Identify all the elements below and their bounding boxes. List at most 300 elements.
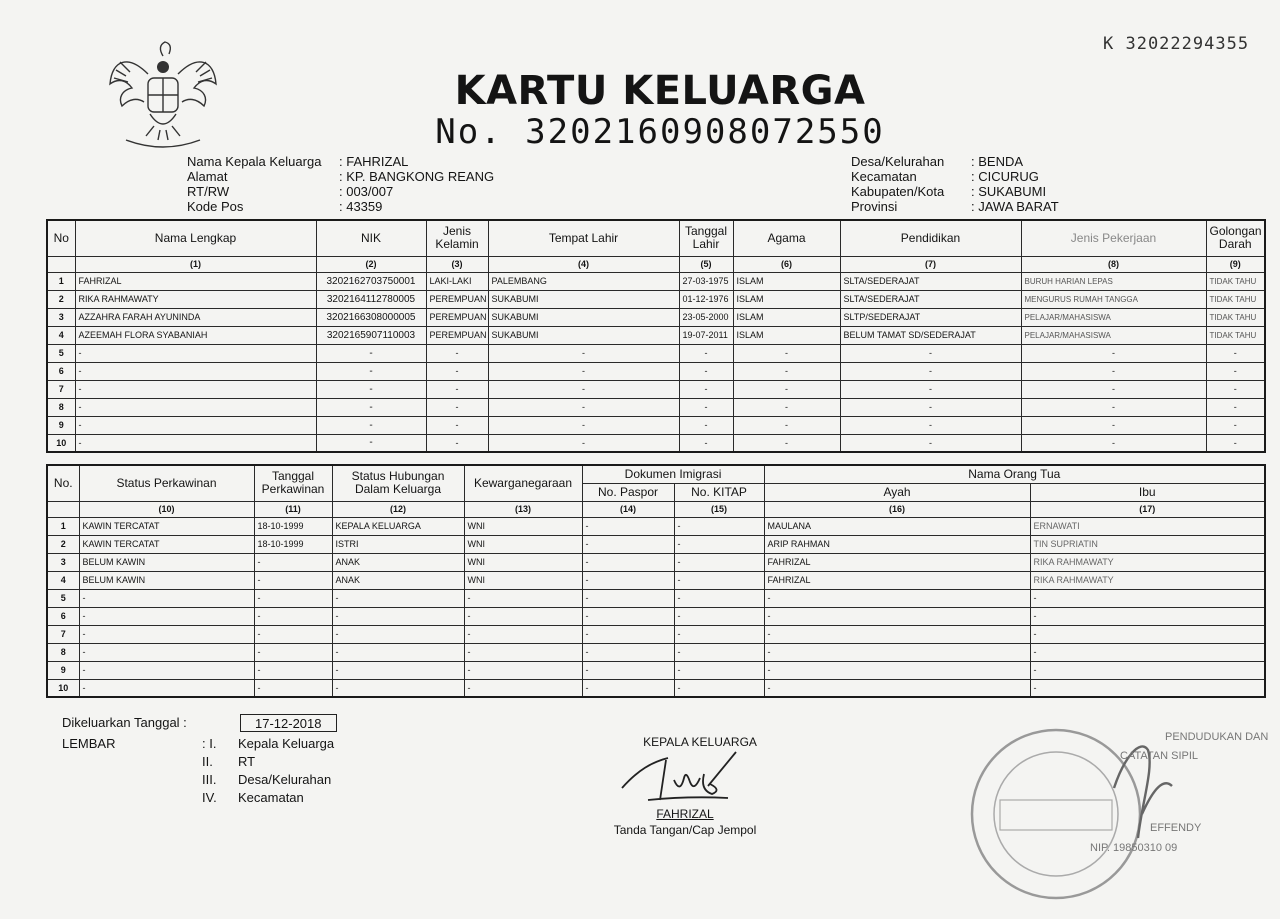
cell-tempat: - bbox=[488, 380, 679, 398]
row-number: 1 bbox=[47, 272, 75, 290]
cell-kwn: - bbox=[464, 643, 582, 661]
lembar-label: LEMBAR bbox=[62, 736, 116, 751]
cell-kwn: WNI bbox=[464, 535, 582, 553]
lembar-item bbox=[202, 735, 334, 753]
table-row bbox=[47, 362, 1265, 380]
cell-nama: RIKA RAHMAWATY bbox=[75, 290, 316, 308]
cell-golongan: - bbox=[1206, 362, 1265, 380]
row-number: 8 bbox=[47, 643, 79, 661]
cell-tempat: SUKABUMI bbox=[488, 326, 679, 344]
info-value: : CICURUG bbox=[971, 169, 1039, 184]
cell-tempat: - bbox=[488, 344, 679, 362]
info-row bbox=[851, 154, 1059, 169]
cell-jk: - bbox=[426, 398, 488, 416]
table-row bbox=[47, 398, 1265, 416]
cell-pendidikan: BELUM TAMAT SD/SEDERAJAT bbox=[840, 326, 1021, 344]
stamp-line-4: NIP. 19850310 09 bbox=[1090, 842, 1178, 854]
cell-kitap: - bbox=[674, 643, 764, 661]
stamp-line-3: EFFENDY bbox=[1150, 822, 1202, 834]
cell-pekerjaan: - bbox=[1021, 362, 1206, 380]
cell-ibu: - bbox=[1030, 625, 1265, 643]
cell-tanggal: 18-10-1999 bbox=[254, 535, 332, 553]
cell-jk: - bbox=[426, 380, 488, 398]
lembar-text: RT bbox=[238, 754, 256, 769]
index-cell: (5) bbox=[679, 256, 733, 272]
cell-ayah: ARIP RAHMAN bbox=[764, 535, 1030, 553]
row-number: 6 bbox=[47, 362, 75, 380]
table-row bbox=[47, 535, 1265, 553]
cell-kitap: - bbox=[674, 517, 764, 535]
cell-hubungan: ISTRI bbox=[332, 535, 464, 553]
cell-tanggal: - bbox=[254, 643, 332, 661]
cell-nik: 3202164112780005 bbox=[316, 290, 426, 308]
header-golongan-darah: Golongan Darah bbox=[1206, 220, 1265, 256]
cell-kwn: WNI bbox=[464, 571, 582, 589]
cell-pendidikan: - bbox=[840, 434, 1021, 452]
lembar-text: Kepala Keluarga bbox=[238, 736, 335, 751]
marital-parents-table bbox=[46, 464, 1266, 698]
cell-pendidikan: SLTA/SEDERAJAT bbox=[840, 272, 1021, 290]
cell-pekerjaan: - bbox=[1021, 344, 1206, 362]
cell-agama: ISLAM bbox=[733, 272, 840, 290]
row-number: 2 bbox=[47, 535, 79, 553]
cell-status: - bbox=[79, 607, 254, 625]
sign-name: FAHRIZAL bbox=[656, 807, 714, 821]
header-no: No bbox=[47, 220, 75, 256]
row-number: 10 bbox=[47, 434, 75, 452]
row-number: 9 bbox=[47, 416, 75, 434]
index-cell: (1) bbox=[75, 256, 316, 272]
cell-ibu: RIKA RAHMAWATY bbox=[1030, 571, 1265, 589]
lembar-number: III. bbox=[202, 772, 217, 787]
info-label: Kabupaten/Kota bbox=[851, 184, 945, 199]
lembar-item bbox=[202, 771, 334, 789]
cell-golongan: - bbox=[1206, 416, 1265, 434]
cell-agama: ISLAM bbox=[733, 308, 840, 326]
stamp-line-1: PENDUDUKAN DAN bbox=[1165, 731, 1269, 743]
cell-tanggal: 01-12-1976 bbox=[679, 290, 733, 308]
cell-tanggal: 27-03-1975 bbox=[679, 272, 733, 290]
cell-nama: - bbox=[75, 416, 316, 434]
cell-hubungan: - bbox=[332, 643, 464, 661]
header-pendidikan: Pendidikan bbox=[840, 220, 1021, 256]
cell-ibu: - bbox=[1030, 679, 1265, 697]
header-pekerjaan: Jenis Pekerjaan bbox=[1021, 220, 1206, 256]
cell-agama: - bbox=[733, 362, 840, 380]
table-row bbox=[47, 326, 1265, 344]
lembar-number: II. bbox=[202, 754, 213, 769]
cell-ayah: - bbox=[764, 643, 1030, 661]
row-number: 9 bbox=[47, 661, 79, 679]
row-number: 5 bbox=[47, 589, 79, 607]
cell-tempat: PALEMBANG bbox=[488, 272, 679, 290]
cell-status: - bbox=[79, 679, 254, 697]
info-label: RT/RW bbox=[187, 184, 230, 199]
cell-kwn: - bbox=[464, 661, 582, 679]
lembar-item bbox=[202, 753, 334, 771]
cell-pekerjaan: - bbox=[1021, 398, 1206, 416]
signature-icon bbox=[608, 740, 758, 812]
info-value: : 003/007 bbox=[339, 184, 394, 199]
cell-paspor: - bbox=[582, 643, 674, 661]
cell-pekerjaan: - bbox=[1021, 434, 1206, 452]
cell-agama: - bbox=[733, 434, 840, 452]
cell-kitap: - bbox=[674, 679, 764, 697]
header-nama-orang-tua: Nama Orang Tua bbox=[764, 465, 1265, 483]
row-number: 3 bbox=[47, 308, 75, 326]
info-value: : BENDA bbox=[971, 154, 1024, 169]
cell-status: - bbox=[79, 661, 254, 679]
cell-paspor: - bbox=[582, 535, 674, 553]
cell-tempat: - bbox=[488, 362, 679, 380]
cell-nama: FAHRIZAL bbox=[75, 272, 316, 290]
table-row bbox=[47, 571, 1265, 589]
cell-golongan: - bbox=[1206, 344, 1265, 362]
cell-golongan: TIDAK TAHU bbox=[1206, 272, 1265, 290]
header-dokumen-imigrasi: Dokumen Imigrasi bbox=[582, 465, 764, 483]
info-label: Kecamatan bbox=[851, 169, 917, 184]
sign-role: KEPALA KELUARGA bbox=[643, 735, 757, 749]
cell-pekerjaan: - bbox=[1021, 416, 1206, 434]
info-value: : SUKABUMI bbox=[971, 184, 1047, 199]
cell-hubungan: ANAK bbox=[332, 553, 464, 571]
index-cell: (6) bbox=[733, 256, 840, 272]
table-row bbox=[47, 607, 1265, 625]
cell-ayah: - bbox=[764, 589, 1030, 607]
info-row bbox=[187, 169, 494, 184]
info-value: : KP. BANGKONG REANG bbox=[339, 169, 495, 184]
cell-status: - bbox=[79, 643, 254, 661]
header-nama: Nama Lengkap bbox=[75, 220, 316, 256]
header-tempat-lahir: Tempat Lahir bbox=[488, 220, 679, 256]
lembar-item bbox=[202, 789, 334, 807]
cell-jk: - bbox=[426, 416, 488, 434]
row-number: 3 bbox=[47, 553, 79, 571]
kk-number: No. 3202160908072550 bbox=[435, 112, 885, 152]
cell-tempat: - bbox=[488, 416, 679, 434]
header-kitap: No. KITAP bbox=[674, 483, 764, 501]
cell-kitap: - bbox=[674, 553, 764, 571]
cell-hubungan: - bbox=[332, 661, 464, 679]
row-number: 1 bbox=[47, 517, 79, 535]
cell-kitap: - bbox=[674, 607, 764, 625]
cell-agama: ISLAM bbox=[733, 326, 840, 344]
cell-ibu: - bbox=[1030, 643, 1265, 661]
info-label: Alamat bbox=[187, 169, 228, 184]
cell-pendidikan: - bbox=[840, 362, 1021, 380]
row-number: 7 bbox=[47, 380, 75, 398]
info-label: Provinsi bbox=[851, 199, 898, 214]
info-value: : 43359 bbox=[339, 199, 383, 214]
header-kewarganegaraan: Kewarganegaraan bbox=[464, 465, 582, 501]
table-row bbox=[47, 290, 1265, 308]
cell-kitap: - bbox=[674, 535, 764, 553]
cell-tanggal: 19-07-2011 bbox=[679, 326, 733, 344]
document-title: KARTU KELUARGA bbox=[454, 68, 866, 114]
cell-agama: ISLAM bbox=[733, 290, 840, 308]
cell-nik: 3202162703750001 bbox=[316, 272, 426, 290]
cell-ayah: MAULANA bbox=[764, 517, 1030, 535]
index-cell-blank bbox=[47, 501, 79, 517]
header-tanggal-perkawinan: Tanggal Perkawinan bbox=[254, 465, 332, 501]
info-value: : FAHRIZAL bbox=[339, 154, 409, 169]
sign-caption: Tanda Tangan/Cap Jempol bbox=[613, 823, 757, 837]
cell-ayah: FAHRIZAL bbox=[764, 553, 1030, 571]
cell-tempat: SUKABUMI bbox=[488, 290, 679, 308]
issued-date: 17-12-2018 bbox=[240, 714, 337, 732]
cell-kwn: - bbox=[464, 589, 582, 607]
cell-ayah: - bbox=[764, 661, 1030, 679]
row-number: 5 bbox=[47, 344, 75, 362]
table-row bbox=[47, 380, 1265, 398]
row-number: 4 bbox=[47, 571, 79, 589]
cell-tanggal: - bbox=[254, 553, 332, 571]
cell-ayah: - bbox=[764, 607, 1030, 625]
cell-hubungan: KEPALA KELUARGA bbox=[332, 517, 464, 535]
cell-jk: PEREMPUAN bbox=[426, 290, 488, 308]
cell-kitap: - bbox=[674, 625, 764, 643]
table-row bbox=[47, 308, 1265, 326]
cell-status: BELUM KAWIN bbox=[79, 571, 254, 589]
stamp-line-2: CATATAN SIPIL bbox=[1120, 750, 1199, 762]
row-number: 2 bbox=[47, 290, 75, 308]
cell-pekerjaan: MENGURUS RUMAH TANGGA bbox=[1021, 290, 1206, 308]
index-cell: (17) bbox=[1030, 501, 1265, 517]
cell-golongan: - bbox=[1206, 398, 1265, 416]
table-row bbox=[47, 589, 1265, 607]
cell-paspor: - bbox=[582, 553, 674, 571]
row-number: 8 bbox=[47, 398, 75, 416]
cell-pekerjaan: PELAJAR/MAHASISWA bbox=[1021, 326, 1206, 344]
cell-nik: - bbox=[316, 380, 426, 398]
index-cell-blank bbox=[47, 256, 75, 272]
cell-paspor: - bbox=[582, 679, 674, 697]
info-value: : JAWA BARAT bbox=[971, 199, 1059, 214]
cell-agama: - bbox=[733, 344, 840, 362]
cell-ibu: - bbox=[1030, 607, 1265, 625]
header-paspor: No. Paspor bbox=[582, 483, 674, 501]
cell-tempat: SUKABUMI bbox=[488, 308, 679, 326]
info-label: Kode Pos bbox=[187, 199, 244, 214]
cell-hubungan: ANAK bbox=[332, 571, 464, 589]
info-label: Desa/Kelurahan bbox=[851, 154, 945, 169]
table-row bbox=[47, 625, 1265, 643]
cell-pekerjaan: - bbox=[1021, 380, 1206, 398]
cell-kwn: - bbox=[464, 625, 582, 643]
cell-kitap: - bbox=[674, 571, 764, 589]
cell-nama: AZZAHRA FARAH AYUNINDA bbox=[75, 308, 316, 326]
header-jenis-kelamin: Jenis Kelamin bbox=[426, 220, 488, 256]
info-row bbox=[851, 199, 1059, 214]
cell-ibu: - bbox=[1030, 589, 1265, 607]
cell-nik: - bbox=[316, 434, 426, 452]
cell-kwn: - bbox=[464, 607, 582, 625]
cell-ibu: TIN SUPRIATIN bbox=[1030, 535, 1265, 553]
lembar-number: IV. bbox=[202, 790, 217, 805]
cell-status: KAWIN TERCATAT bbox=[79, 535, 254, 553]
cell-ayah: - bbox=[764, 679, 1030, 697]
cell-hubungan: - bbox=[332, 679, 464, 697]
table-row bbox=[47, 344, 1265, 362]
header-agama: Agama bbox=[733, 220, 840, 256]
cell-tanggal: - bbox=[679, 416, 733, 434]
cell-golongan: TIDAK TAHU bbox=[1206, 308, 1265, 326]
index-cell: (4) bbox=[488, 256, 679, 272]
cell-status: - bbox=[79, 625, 254, 643]
cell-agama: - bbox=[733, 416, 840, 434]
lembar-number: : I. bbox=[202, 736, 217, 751]
info-label: Nama Kepala Keluarga bbox=[187, 154, 322, 169]
cell-tanggal: - bbox=[254, 607, 332, 625]
cell-hubungan: - bbox=[332, 589, 464, 607]
index-cell: (9) bbox=[1206, 256, 1265, 272]
cell-jk: - bbox=[426, 434, 488, 452]
cell-jk: PEREMPUAN bbox=[426, 326, 488, 344]
header-status-perkawinan: Status Perkawinan bbox=[79, 465, 254, 501]
info-row bbox=[187, 154, 494, 169]
table-row bbox=[47, 679, 1265, 697]
cell-pekerjaan: BURUH HARIAN LEPAS bbox=[1021, 272, 1206, 290]
index-cell: (3) bbox=[426, 256, 488, 272]
header-ayah: Ayah bbox=[764, 483, 1030, 501]
table-row bbox=[47, 517, 1265, 535]
cell-pendidikan: SLTP/SEDERAJAT bbox=[840, 308, 1021, 326]
header-status-hubungan: Status Hubungan Dalam Keluarga bbox=[332, 465, 464, 501]
serial-number: K 32022294355 bbox=[1103, 34, 1250, 54]
table-row bbox=[47, 643, 1265, 661]
cell-nik: 3202166308000005 bbox=[316, 308, 426, 326]
cell-tanggal: - bbox=[679, 362, 733, 380]
cell-ayah: FAHRIZAL bbox=[764, 571, 1030, 589]
cell-nama: - bbox=[75, 362, 316, 380]
index-cell: (12) bbox=[332, 501, 464, 517]
cell-nama: - bbox=[75, 380, 316, 398]
cell-paspor: - bbox=[582, 607, 674, 625]
table-row bbox=[47, 434, 1265, 452]
table-row bbox=[47, 553, 1265, 571]
cell-pendidikan: - bbox=[840, 344, 1021, 362]
cell-ibu: - bbox=[1030, 661, 1265, 679]
index-cell: (15) bbox=[674, 501, 764, 517]
issued-label: Dikeluarkan Tanggal : bbox=[62, 715, 187, 730]
index-cell: (7) bbox=[840, 256, 1021, 272]
cell-status: KAWIN TERCATAT bbox=[79, 517, 254, 535]
cell-tanggal: - bbox=[679, 380, 733, 398]
cell-pendidikan: SLTA/SEDERAJAT bbox=[840, 290, 1021, 308]
cell-nik: - bbox=[316, 362, 426, 380]
cell-kitap: - bbox=[674, 589, 764, 607]
info-row bbox=[851, 169, 1059, 184]
cell-status: - bbox=[79, 589, 254, 607]
cell-tanggal: 18-10-1999 bbox=[254, 517, 332, 535]
cell-tanggal: - bbox=[254, 589, 332, 607]
cell-jk: PEREMPUAN bbox=[426, 308, 488, 326]
cell-hubungan: - bbox=[332, 607, 464, 625]
family-members-table bbox=[46, 219, 1266, 453]
index-cell: (11) bbox=[254, 501, 332, 517]
cell-jk: - bbox=[426, 362, 488, 380]
cell-tanggal: - bbox=[679, 434, 733, 452]
cell-agama: - bbox=[733, 380, 840, 398]
cell-nik: 3202165907110003 bbox=[316, 326, 426, 344]
cell-jk: - bbox=[426, 344, 488, 362]
index-cell: (8) bbox=[1021, 256, 1206, 272]
cell-tanggal: - bbox=[254, 571, 332, 589]
cell-pekerjaan: PELAJAR/MAHASISWA bbox=[1021, 308, 1206, 326]
table-row bbox=[47, 272, 1265, 290]
row-number: 6 bbox=[47, 607, 79, 625]
cell-tanggal: - bbox=[254, 679, 332, 697]
cell-hubungan: - bbox=[332, 625, 464, 643]
cell-golongan: TIDAK TAHU bbox=[1206, 290, 1265, 308]
cell-ibu: RIKA RAHMAWATY bbox=[1030, 553, 1265, 571]
cell-nama: - bbox=[75, 434, 316, 452]
row-number: 10 bbox=[47, 679, 79, 697]
cell-tanggal: 23-05-2000 bbox=[679, 308, 733, 326]
cell-ibu: ERNAWATI bbox=[1030, 517, 1265, 535]
lembar-list bbox=[202, 735, 334, 807]
index-cell: (14) bbox=[582, 501, 674, 517]
cell-golongan: TIDAK TAHU bbox=[1206, 326, 1265, 344]
cell-nama: AZEEMAH FLORA SYABANIAH bbox=[75, 326, 316, 344]
lembar-text: Desa/Kelurahan bbox=[238, 772, 332, 787]
cell-pendidikan: - bbox=[840, 380, 1021, 398]
info-row bbox=[187, 184, 494, 199]
cell-kitap: - bbox=[674, 661, 764, 679]
cell-paspor: - bbox=[582, 661, 674, 679]
header-info-right bbox=[851, 154, 1059, 214]
cell-tanggal: - bbox=[679, 398, 733, 416]
table-row bbox=[47, 416, 1265, 434]
index-cell: (13) bbox=[464, 501, 582, 517]
cell-pendidikan: - bbox=[840, 398, 1021, 416]
cell-nik: - bbox=[316, 344, 426, 362]
index-cell: (2) bbox=[316, 256, 426, 272]
cell-nama: - bbox=[75, 398, 316, 416]
info-row bbox=[187, 199, 494, 214]
cell-ayah: - bbox=[764, 625, 1030, 643]
cell-paspor: - bbox=[582, 517, 674, 535]
cell-tempat: - bbox=[488, 434, 679, 452]
index-cell: (16) bbox=[764, 501, 1030, 517]
row-number: 4 bbox=[47, 326, 75, 344]
cell-paspor: - bbox=[582, 571, 674, 589]
cell-tanggal: - bbox=[254, 625, 332, 643]
header-nik: NIK bbox=[316, 220, 426, 256]
index-cell: (10) bbox=[79, 501, 254, 517]
official-stamp-icon bbox=[964, 718, 1264, 908]
info-row bbox=[851, 184, 1059, 199]
cell-golongan: - bbox=[1206, 434, 1265, 452]
header-info-left bbox=[187, 154, 494, 214]
cell-paspor: - bbox=[582, 589, 674, 607]
cell-agama: - bbox=[733, 398, 840, 416]
cell-status: BELUM KAWIN bbox=[79, 553, 254, 571]
lembar-text: Kecamatan bbox=[238, 790, 304, 805]
cell-golongan: - bbox=[1206, 380, 1265, 398]
row-number: 7 bbox=[47, 625, 79, 643]
cell-pendidikan: - bbox=[840, 416, 1021, 434]
header-no-2: No. bbox=[47, 465, 79, 501]
cell-paspor: - bbox=[582, 625, 674, 643]
cell-nik: - bbox=[316, 398, 426, 416]
header-ibu: Ibu bbox=[1030, 483, 1265, 501]
cell-nik: - bbox=[316, 416, 426, 434]
cell-tempat: - bbox=[488, 398, 679, 416]
cell-jk: LAKI-LAKI bbox=[426, 272, 488, 290]
cell-kwn: WNI bbox=[464, 553, 582, 571]
cell-tanggal: - bbox=[254, 661, 332, 679]
